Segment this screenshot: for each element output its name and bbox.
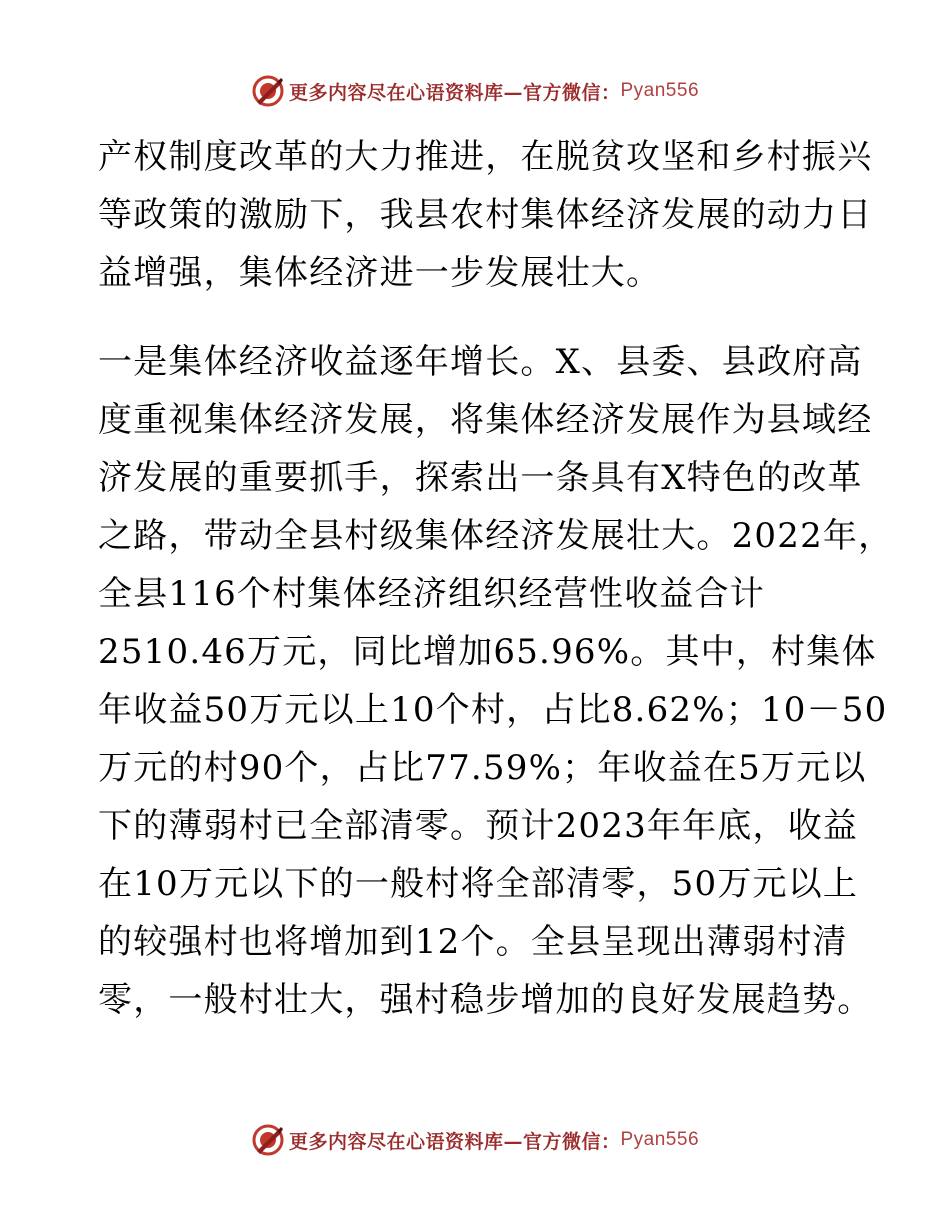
paragraph-2-line-3: 济发展的重要抓手，探索出一条具有X特色的改革 [98, 458, 863, 498]
paragraph-2-line-7: 年收益50万元以上10个村，占比8.62%；10－50 [98, 690, 888, 730]
banner-text: 更多内容尽在心语资料库—官方微信： [288, 1130, 621, 1153]
header-watermark-banner [0, 74, 950, 108]
paragraph-1-line-3: 益增强，集体经济进一步发展壮大。 [98, 253, 662, 293]
paragraph-1-line-1: 产权制度改革的大力推进，在脱贫攻坚和乡村振兴 [98, 137, 873, 177]
paragraph-2-line-12: 零，一般村壮大，强村稳步增加的良好发展趋势。 [98, 980, 873, 1020]
paragraph-2-line-11: 的较强村也将增加到12个。全县呈现出薄弱村清 [98, 922, 848, 962]
banner-text: 更多内容尽在心语资料库—官方微信： [288, 81, 621, 104]
paragraph-2-line-5: 全县116个村集体经济组织经营性收益合计 [98, 574, 765, 614]
paragraph-2-line-1: 一是集体经济收益逐年增长。X、县委、县政府高 [98, 342, 863, 382]
paragraph-2-line-6: 2510.46万元，同比增加65.96%。其中，村集体 [98, 632, 877, 672]
paragraph-2-line-9: 下的薄弱村已全部清零。预计2023年年底，收益 [98, 806, 859, 846]
document-body [98, 128, 894, 1029]
banner-wechat-id: Pyan556 [620, 1129, 700, 1150]
paragraph-2-line-4: 之路，带动全县村级集体经济发展壮大。2022年， [98, 516, 894, 556]
paragraph-2-line-10: 在10万元以下的一般村将全部清零，50万元以上 [98, 864, 859, 904]
paragraph-1-line-2: 等政策的激励下，我县农村集体经济发展的动力日 [98, 195, 873, 235]
red-circle-pen-logo-icon [251, 74, 285, 108]
paragraph-2-line-2: 度重视集体经济发展，将集体经济发展作为县域经 [98, 400, 873, 440]
red-circle-pen-logo-icon [251, 1123, 285, 1157]
banner-wechat-id: Pyan556 [620, 80, 700, 101]
footer-watermark-banner [0, 1123, 950, 1157]
paragraph-2-line-8: 万元的村90个，占比77.59%；年收益在5万元以 [98, 748, 867, 788]
paragraph-spacer [98, 302, 858, 333]
